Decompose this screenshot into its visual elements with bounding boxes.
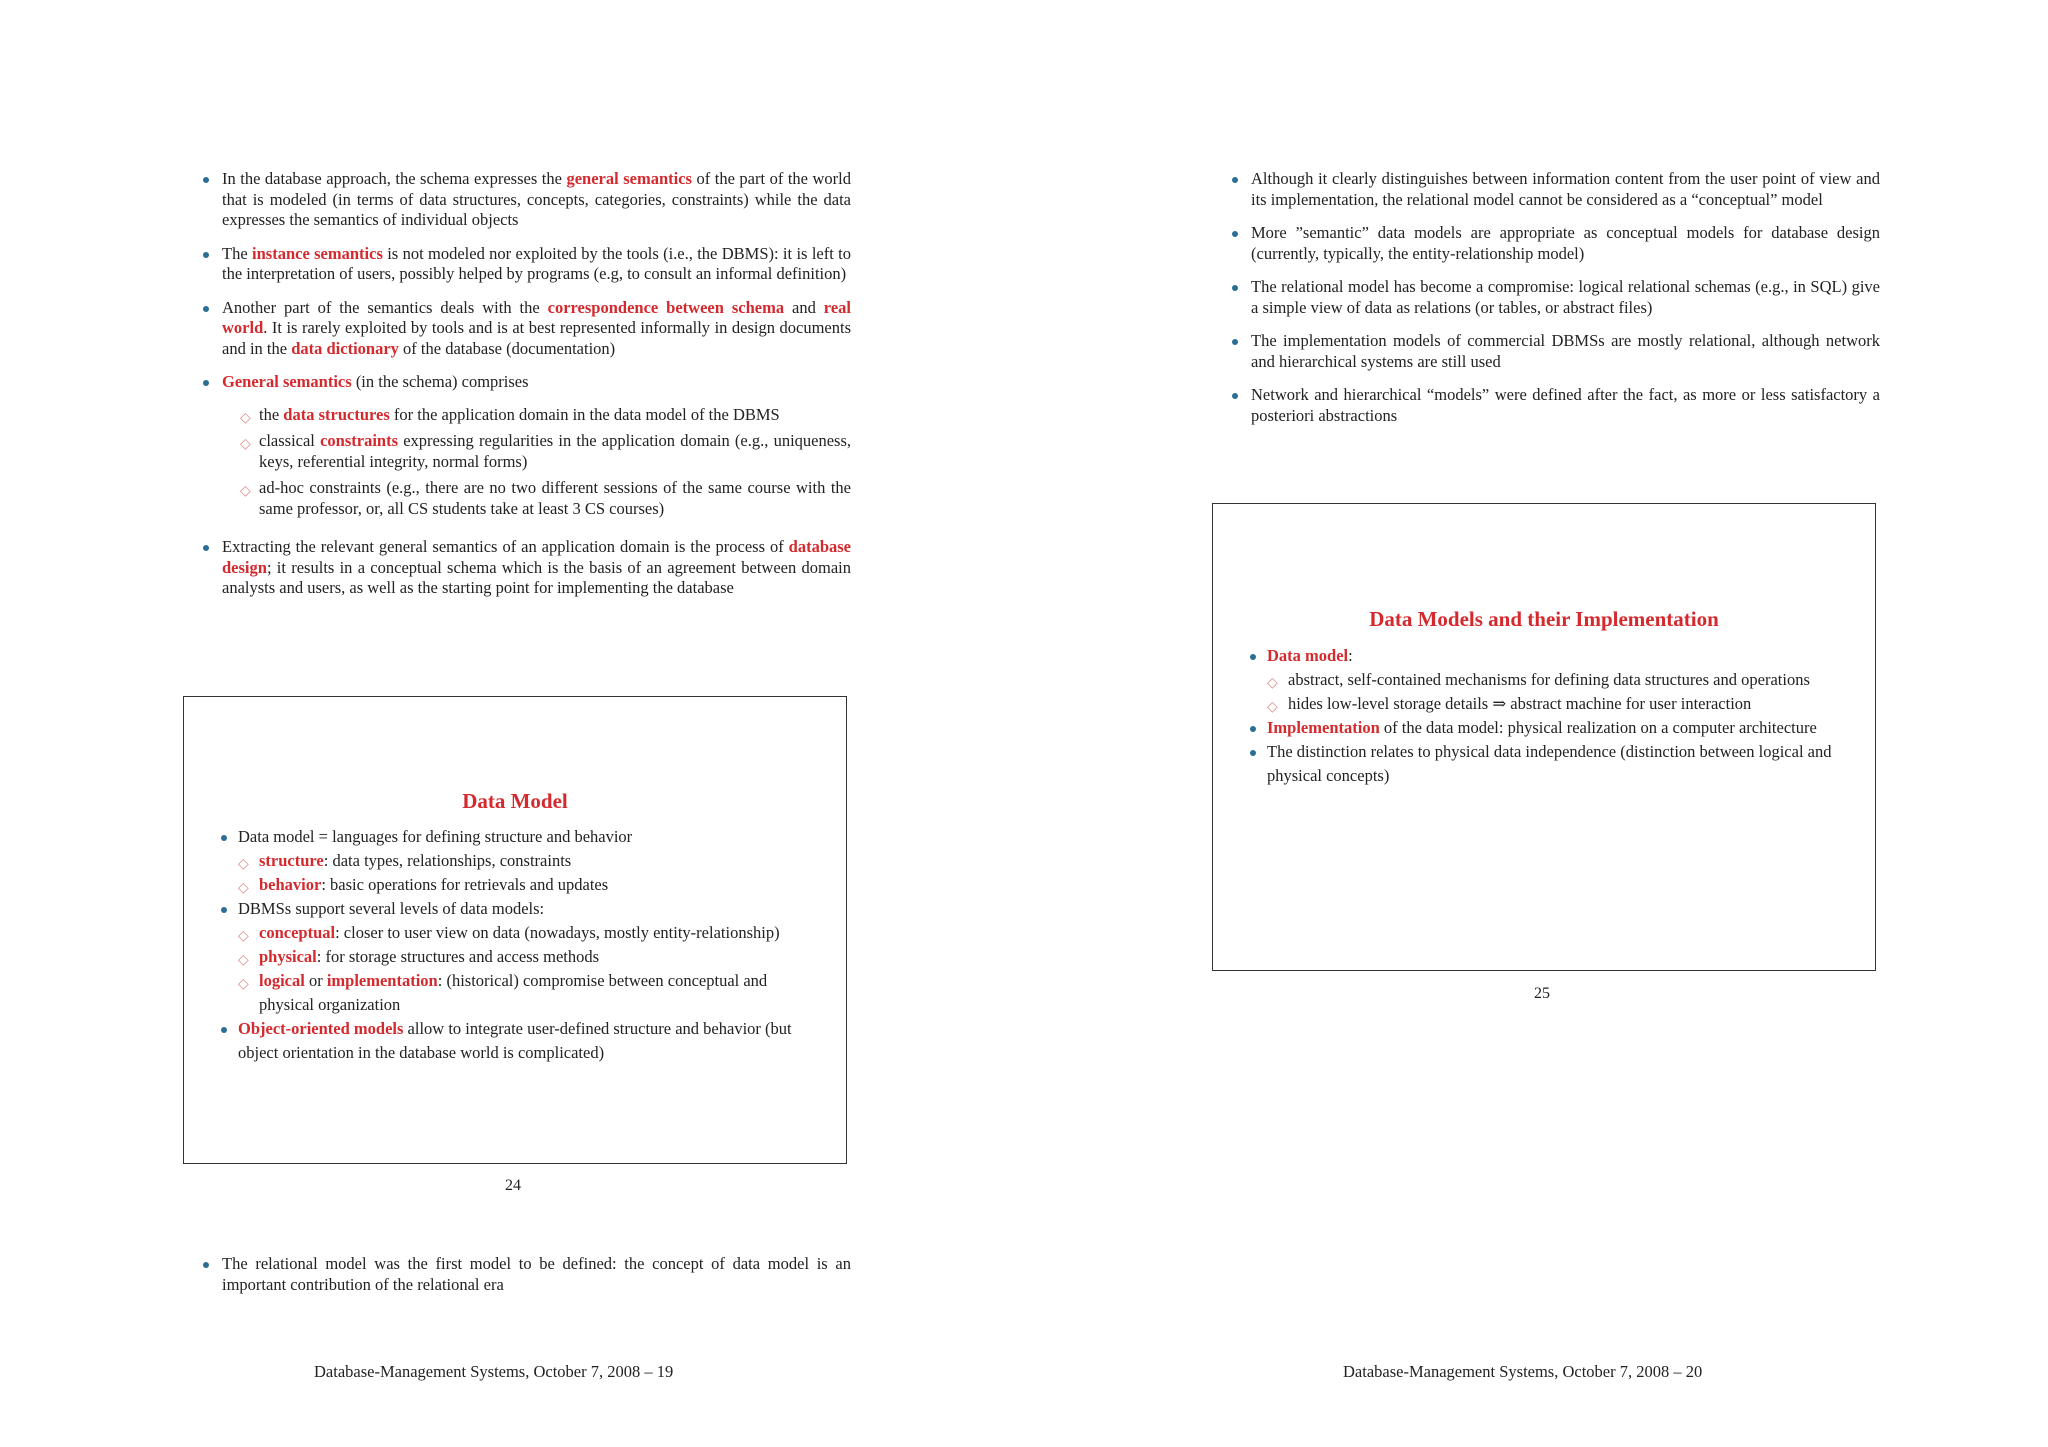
text-run: for the application domain in the data model of the DBMS	[389, 404, 780, 424]
highlight-term: database design	[222, 537, 851, 577]
text-run: Data model = languages for defining structure and behavior	[238, 827, 633, 846]
highlight-term: logical	[259, 971, 305, 990]
highlight-term: real world	[222, 297, 851, 337]
highlight-term: Data model	[1267, 646, 1349, 665]
text-run: of the database (documentation)	[398, 338, 616, 358]
bullet-item	[203, 298, 851, 360]
highlight-term: behavior	[259, 875, 322, 894]
slide-bullet-item	[1250, 716, 1850, 740]
slide-sub-item-body	[238, 849, 821, 873]
bullet-item	[1232, 277, 1880, 318]
diamond-bullet-icon: ◇	[238, 952, 249, 968]
slide-number: 25	[1534, 985, 1550, 1002]
text-run: Extracting the relevant general semantics of an application domain is the process of	[222, 537, 789, 556]
text-run: :	[1348, 646, 1353, 665]
slide-bullet-item	[221, 825, 821, 849]
left-notes-bottom	[203, 1254, 851, 1308]
slide-title: Data Models and their Implementation	[1369, 607, 1719, 631]
slide-sub-item-body	[1267, 668, 1850, 692]
slide-content	[1250, 644, 1850, 788]
slide-sub-item-body	[1267, 692, 1850, 716]
text-run: : basic operations for retrievals and updates	[321, 875, 609, 894]
highlight-term: Implementation	[1267, 718, 1380, 737]
text-run: Network and hierarchical “models” were defined after the fact, as more or less satisfactory a posteriori abstractions	[1251, 385, 1880, 425]
highlight-term: constraints	[320, 431, 399, 450]
text-run: : data types, relationships, constraints	[323, 851, 572, 870]
text-run: and	[784, 297, 824, 317]
right-notes-top	[1232, 169, 1880, 439]
text-run: expressing regularities in the application domain (e.g., uniqueness, keys, referential integrity, normal forms)	[259, 431, 852, 471]
page-footer: Database-Management Systems, October 7, 2008 – 19	[314, 1362, 674, 1381]
highlight-term: implementation	[326, 971, 438, 990]
text-run: DBMSs support several levels of data models:	[238, 899, 545, 918]
slide-data-model	[183, 696, 847, 1164]
text-run: The distinction relates to physical data independence (distinction between logical and physical concepts)	[1267, 742, 1832, 785]
diamond-bullet-icon: ◇	[238, 880, 249, 896]
text-run: : for storage structures and access methods	[316, 947, 600, 966]
sub-list	[222, 405, 851, 520]
highlight-term: General semantics	[222, 372, 352, 391]
bullet-item	[1232, 385, 1880, 426]
slide-data-models-implementation	[1212, 503, 1876, 971]
slide-sub-item	[221, 921, 821, 945]
bullet-item	[203, 537, 851, 599]
text-run: abstract, self-contained mechanisms for defining data structures and operations	[1288, 670, 1810, 689]
diamond-bullet-icon: ◇	[240, 483, 251, 499]
text-run: : closer to user view on data (nowadays, mostly entity-relationship)	[335, 923, 780, 942]
bullet-item	[1232, 223, 1880, 264]
text-run: The relational model has become a compromise: logical relational schemas (e.g., in SQL) give a simple view of data as relations (or tables, or abstract files)	[1251, 277, 1880, 317]
diamond-bullet-icon: ◇	[238, 976, 249, 992]
slide-number: 24	[505, 1177, 521, 1194]
slide-bullet-item	[221, 897, 821, 921]
slide-bullet-item	[1250, 644, 1850, 668]
diamond-bullet-icon: ◇	[240, 436, 251, 452]
slide-title: Data Model	[462, 789, 568, 813]
bullet-item	[203, 244, 851, 285]
highlight-term: physical	[259, 947, 317, 966]
text-run: (in the schema) comprises	[351, 372, 529, 391]
text-run: Another part of the semantics deals with the	[222, 297, 548, 317]
slide-content	[221, 825, 821, 1065]
diamond-bullet-icon: ◇	[238, 928, 249, 944]
highlight-term: Object-oriented models	[238, 1019, 404, 1038]
slide-sub-item	[221, 849, 821, 873]
highlight-term: conceptual	[259, 923, 336, 942]
highlight-term: general semantics	[566, 169, 692, 188]
text-run: hides low-level storage details ⇒ abstract machine for user interaction	[1288, 694, 1752, 713]
bullet-item	[203, 1254, 851, 1295]
slide-sub-item	[221, 945, 821, 969]
slide-sub-item	[1250, 692, 1850, 716]
text-run: is not modeled nor exploited by the tools (i.e., the DBMS): it is left to the interpretation of users, possibly helped by programs (e.g, to consult an informal definition)	[222, 243, 851, 283]
slide-sub-item-body	[238, 921, 821, 945]
slide-sub-item-body	[238, 969, 821, 1017]
text-run: ; it results in a conceptual schema which is the basis of an agreement between domain analysts and users, as well as the starting point for implementing the database	[222, 557, 851, 597]
bullet-item	[1232, 331, 1880, 372]
text-run: ad-hoc constraints (e.g., there are no two different sessions of the same course with the same professor, or, all CS students take at least 3 CS courses)	[259, 478, 851, 518]
text-run: or	[304, 971, 327, 990]
slide-sub-item	[1250, 668, 1850, 692]
slide-sub-item-body	[238, 945, 821, 969]
text-run: . It is rarely exploited by tools and is at best represented informally in design documents and in the	[222, 318, 851, 358]
text-run: The relational model was the first model to be defined: the concept of data model is an important contribution of the relational era	[222, 1254, 851, 1294]
text-run: classical	[259, 431, 321, 450]
slide-bullet-item	[1250, 740, 1850, 788]
highlight-term: structure	[259, 851, 324, 870]
text-run: the	[259, 404, 284, 424]
bullet-item	[203, 169, 851, 231]
highlight-term: data structures	[283, 404, 390, 424]
text-run: of the part of the world that is modeled (in terms of data structures, concepts, categories, constraints) while the data expresses the semantics of individual objects	[222, 169, 852, 229]
diamond-bullet-icon: ◇	[1267, 699, 1278, 715]
slide-sub-item	[221, 873, 821, 897]
text-run: In the database approach, the schema expresses the	[222, 169, 567, 188]
diamond-bullet-icon: ◇	[240, 409, 251, 426]
diamond-bullet-icon: ◇	[1267, 675, 1278, 691]
text-run: The	[222, 243, 253, 263]
text-run: More ”semantic” data models are appropriate as conceptual models for database design (currently, typically, the entity-relationship model)	[1251, 223, 1880, 263]
text-run: of the data model: physical realization on a computer architecture	[1379, 718, 1817, 737]
highlight-term: instance semantics	[252, 243, 383, 263]
diamond-bullet-icon: ◇	[238, 856, 249, 872]
sub-item	[240, 405, 851, 426]
sub-item	[240, 478, 851, 519]
text-run: : (historical) compromise between conceptual and physical organization	[259, 971, 768, 1014]
slide-sub-item-body	[238, 873, 821, 897]
page-footer: Database-Management Systems, October 7, 2008 – 20	[1343, 1362, 1703, 1381]
slide-bullet-item	[221, 1017, 821, 1065]
bullet-item	[1232, 169, 1880, 210]
text-run: The implementation models of commercial DBMSs are mostly relational, although network and hierarchical systems are still used	[1251, 331, 1880, 371]
text-run: Although it clearly distinguishes between information content from the user point of view and its implementation, the relational model cannot be considered as a “conceptual” model	[1251, 169, 1880, 209]
slide-sub-item	[221, 969, 821, 1017]
left-notes-top	[203, 169, 851, 612]
highlight-term: correspondence between schema	[547, 297, 785, 317]
sub-item	[240, 431, 851, 472]
highlight-term: data dictionary	[291, 338, 399, 358]
bullet-item	[203, 372, 851, 519]
text-run: allow to integrate user-defined structure and behavior (but object orientation in the database world is complicated)	[238, 1019, 792, 1062]
